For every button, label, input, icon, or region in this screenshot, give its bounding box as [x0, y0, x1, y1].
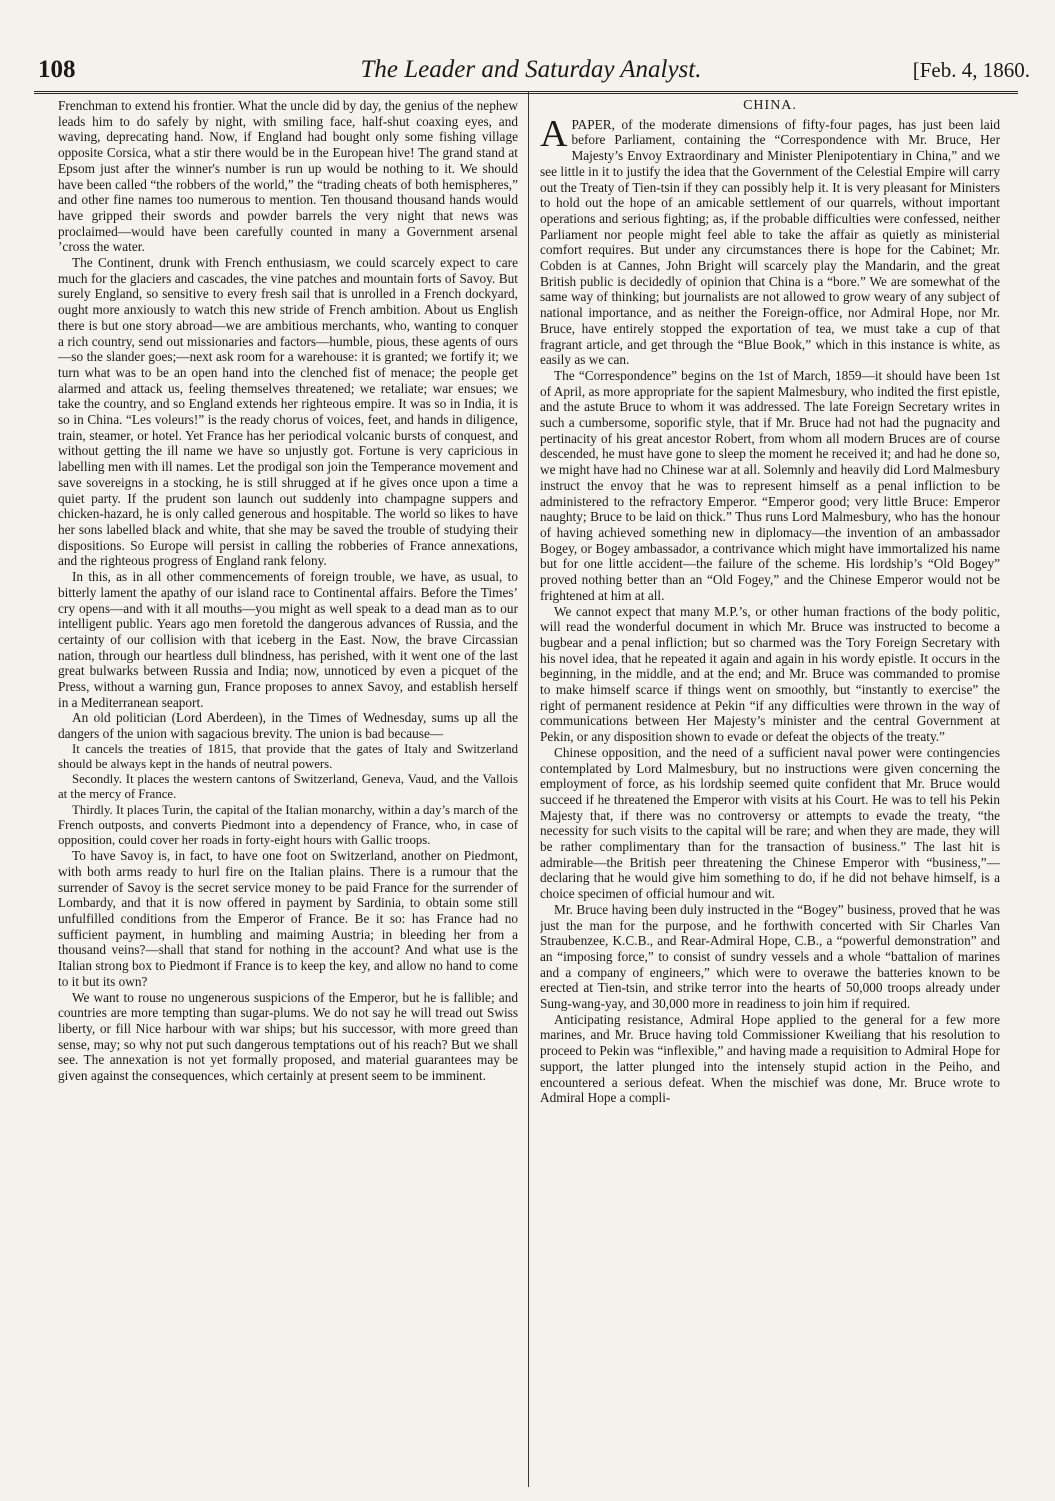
paragraph: An old politician (Lord Aberdeen), in the Times of Wednesday, sums up all the dangers of the union with sagacious brevity. The union is bad because—: [58, 710, 518, 742]
paragraph: Mr. Bruce having been duly instructed in the “Bogey” business, proved that he was just the man for the purpose, and he forthwith concerted with Sir Charles Van Straubenzee, K.C.B., and Rear-Admiral Hope, C.B., a “powerful demonstration” and an “imposing force,” to consist of sundry vessels and a whole “battalion of marines and a company of engineers,” which were to overawe the batteries known to be erected at Tien-tsin, and strike terror into the hearts of 50,000 troops already under Sung-wang-yay, and 30,000 more in readiness to join him if required.: [540, 901, 1000, 1012]
right-column: [540, 98, 1000, 1490]
paragraph: The Continent, drunk with French enthusiasm, we could scarcely expect to care much for the glaciers and cascades, the vine patches and mountain forts of Savoy. But surely England, so sensitive to every fresh sail that is unrolled in a French dockyard, ought more anxiously to watch this new stride of French ambition. About us English there is but one story abroad—we are ambitious merchants, who, wanting to conquer a rich country, send out missionaries and factors—humble, pious, these agents of ours—so the slander goes;—next ask room for a warehouse: it is granted; we fortify it; we turn what was to be an open hand into the clenched fist of menace; the people get alarmed and attack us, feeling themselves threatened; we retaliate; war ensues; we take the country, and so England extends her righteous empire. It was so in India, it is so in China. “Les voleurs!” is the ready chorus of voices, feet, and hands in diligence, train, steamer, or hotel. Yet France has her periodical volcanic bursts of conquest, and without getting the ill name we have so unjustly got. Fortune is very capricious in labelling men with ill names. Let the prodigal son join the Temperance movement and save sovereigns in a stocking, he is still shrugged at if he gives once upon a time a quiet party. If the prudent son launch out suddenly into champagne suppers and chicken-hazard, he is only called generous and hospitable. The world so likes to have her sons labelled black and white, that she may be saved the trouble of studying their dispositions. So Europe will persist in calling the robberies of France annexations, and the righteous progress of England rank felony.: [58, 255, 518, 569]
issue-date: [Feb. 4, 1860.: [912, 58, 1030, 82]
lead-paragraph: [540, 112, 1000, 368]
header-rule-secondary: [34, 93, 1018, 94]
quoted-paragraph: Secondly. It places the western cantons of Switzerland, Geneva, Vaud, and the Vallois at the mercy of France.: [58, 772, 518, 802]
paragraph: Frenchman to extend his frontier. What the uncle did by day, the genius of the nephew leads him to do safely by night, with smiling face, half-shut coaxing eyes, and waving, deprecating hand. Now, if England had bought only some fishing village opposite Corsica, what a stir there would be in the European hive! The grand stand at Epsom just after the winner's number is run up would be nothing to it. We should have been called “the robbers of the world,” the “trading cheats of both hemispheres,” and other fine names too numerous to mention. Ten thousand thousand hands would have gripped their swords and powder barrels the very night that news was proclaimed—would have been carefully counted in many a Government arsenal ’cross the water.: [58, 98, 518, 255]
paragraph: Anticipating resistance, Admiral Hope applied to the general for a few more marines, and Mr. Bruce having told Commissioner Kweiliang that his resolution to proceed to Pekin was “inflexible,” and having made a requisition to Admiral Hope for support, the latter plunged into the intensely stupid action in the Peiho, and encountered a serious defeat. When the mischief was done, Mr. Bruce wrote to Admiral Hope a compli-: [540, 1011, 1000, 1106]
paragraph: In this, as in all other commencements of foreign trouble, we have, as usual, to bitterly lament the apathy of our island race to Continental affairs. Before the Times’ cry opens—and with it all mouths—you might as well speak to a dead man as to our intelligent public. Years ago men foretold the dangerous advances of Russia, and the certainty of our collision with that iceberg in the East. Now, the brave Circassian nation, through our heartless dull blindness, has perished, with it went one of the last great bulwarks between Russia and India; now, unnoticed by even a picquet of the Press, without a warning gun, France proposes to annex Savoy, and establish herself in a Mediterranean seaport.: [58, 569, 518, 710]
paragraph: The “Correspondence” begins on the 1st of March, 1859—it should have been 1st of April, as more appropriate for the sapient Malmesbury, who indited the first epistle, and the astute Bruce to whom it was addressed. The late Foreign Secretary writes in such a cumbersome, soporific style, that if Mr. Bruce had not had the pugnacity and pertinacity of his great ancestor Robert, from whom all modern Bruces are of course descended, he must have gone to sleep the moment he received it; and had he done so, we might have had no Chinese war at all. Solemnly and heavily did Lord Malmesbury instruct the envoy that he was to represent himself as a penal infliction to be administered to the refractory Emperor. “Emperor good; very little Bruce: Emperor naughty; Bruce to be laid on thick.” Thus runs Lord Malmesbury, who has the honour of having achieved something new in diplomacy—the invention of an ambassador Bogey, or Bogey ambassador, a contrivance which might have immortalized his name but for one little accident—the failure of the scheme. His lordship’s “Old Bogey” proved nothing better than an “Old Fogey,” and the Chinese Emperor would not be frightened at him at all.: [540, 367, 1000, 603]
page-header: [32, 56, 1030, 86]
header-rule: [34, 91, 1018, 92]
paragraph: We want to rouse no ungenerous suspicions of the Emperor, but he is fallible; and countries are more tempting than sugar-plums. We do not say he will tread out Swiss liberty, or fill Nice harbour with war ships; but his successor, with more greed than sense, may; so why not put such dangerous temptations out of his reach? But we shall see. The annexation is not yet formally proposed, and material guarantees may be given against the consequences, which certainly at present seem to be imminent.: [58, 989, 518, 1084]
section-heading: CHINA.: [743, 98, 797, 113]
left-column: [58, 98, 518, 1490]
column-divider: [528, 92, 529, 1487]
paragraph: Chinese opposition, and the need of a sufficient naval power were contingencies contemplated by Lord Malmesbury, but no instructions were given concerning the employment of force, as his lordship seemed quite confident that Mr. Bruce would succeed if he threatened the Emperor with visits at his Court. He was to tell his Pekin Majesty that, if there was no controversy or attempts to evade the treaty, “the necessity for such visits to the capital will be rare; and when they are made, they will be rather complimentary than for the transaction of business.” The last hit is admirable—the British peer threatening the Chinese Emperor with “business,”—declaring that he would give him something to do, if he did not behave himself, is a choice specimen of official humour and wit.: [540, 744, 1000, 902]
page-number: 108: [38, 56, 76, 83]
paragraph: We cannot expect that many M.P.’s, or other human fractions of the body politic, will read the wonderful document in which Mr. Bruce was instructed to become a bugbear and a penal infliction; but so charmed was the Tory Foreign Secretary with his novel idea, that he repeated it again and again in his wordy epistle. It occurs in the beginning, in the middle, and at the end; and Mr. Bruce was commanded to promise to make himself scarce if things went on smoothly, but “instantly to exercise” the right of permanent residence at Pekin “if any difficulties were thrown in the way of communications between Her Majesty’s minister and the central Government at Pekin, or any disposition shown to evade or defeat the objects of the treaty.”: [540, 603, 1000, 745]
masthead-title: The Leader and Saturday Analyst.: [360, 56, 702, 83]
drop-cap: A: [540, 112, 568, 155]
quoted-paragraph: It cancels the treaties of 1815, that provide that the gates of Italy and Switzerland should be always kept in the hands of neutral powers.: [58, 741, 518, 772]
quoted-paragraph: Thirdly. It places Turin, the capital of the Italian monarchy, within a day’s march of the French outposts, and converts Piedmont into a dependency of France, who, in case of opposition, could cover her roads in forty-eight hours with Gallic troops.: [58, 802, 518, 848]
paragraph: To have Savoy is, in fact, to have one foot on Switzerland, another on Piedmont, with both arms ready to hurl fire on the Italian plains. There is a rumour that the surrender of Savoy is the secret service money to be paid France for the surrender of Lombardy, and that it is now offered in payment by Sardinia, to obtain some still unfulfilled conditions from the Emperor of France. Be it so: has France had no sufficient payment, in humbling and maiming Austria; in bleeding her from a thousand veins?—shall that stand for nothing in the account? And what use is the Italian strong box to Piedmont if France is to keep the key, and allow no hand to come to it but its own?: [58, 848, 518, 989]
lead-paragraph-text: PAPER, of the moderate dimensions of fifty-four pages, has just been laid before Parliament, containing the “Correspondence with Mr. Bruce, Her Majesty’s Envoy Extraordinary and Minister Plenipotentiary in China,” and we see little in it to justify the idea that the Government of the Celestial Empire will carry out the Treaty of Tien-tsin if they can possibly help it. It is very pleasant for Ministers to hold out the hope of an amicable settlement of our quarrels, without important operations and serious fighting; as, if the probable difficulties were confessed, neither Parliament nor people might feel able to take the affair as quietly as ministerial comfort requires. But under any circumstances there is hope for the Cabinet; Mr. Cobden is at Cannes, John Bright will scarcely play the Mandarin, and the great British public is decidedly of opinion that China is a “bore.” We are somewhat of the same way of thinking; but journalists are not allowed to grow weary of any subject of national importance, and as neither the Foreign-office, nor Admiral Hope, nor Mr. Bruce, have entirely stopped the exportation of tea, we must take a cup of that fragrant article, and get through the “Blue Book,” which in this instance is white, as easily as we can.: [540, 116, 1000, 368]
